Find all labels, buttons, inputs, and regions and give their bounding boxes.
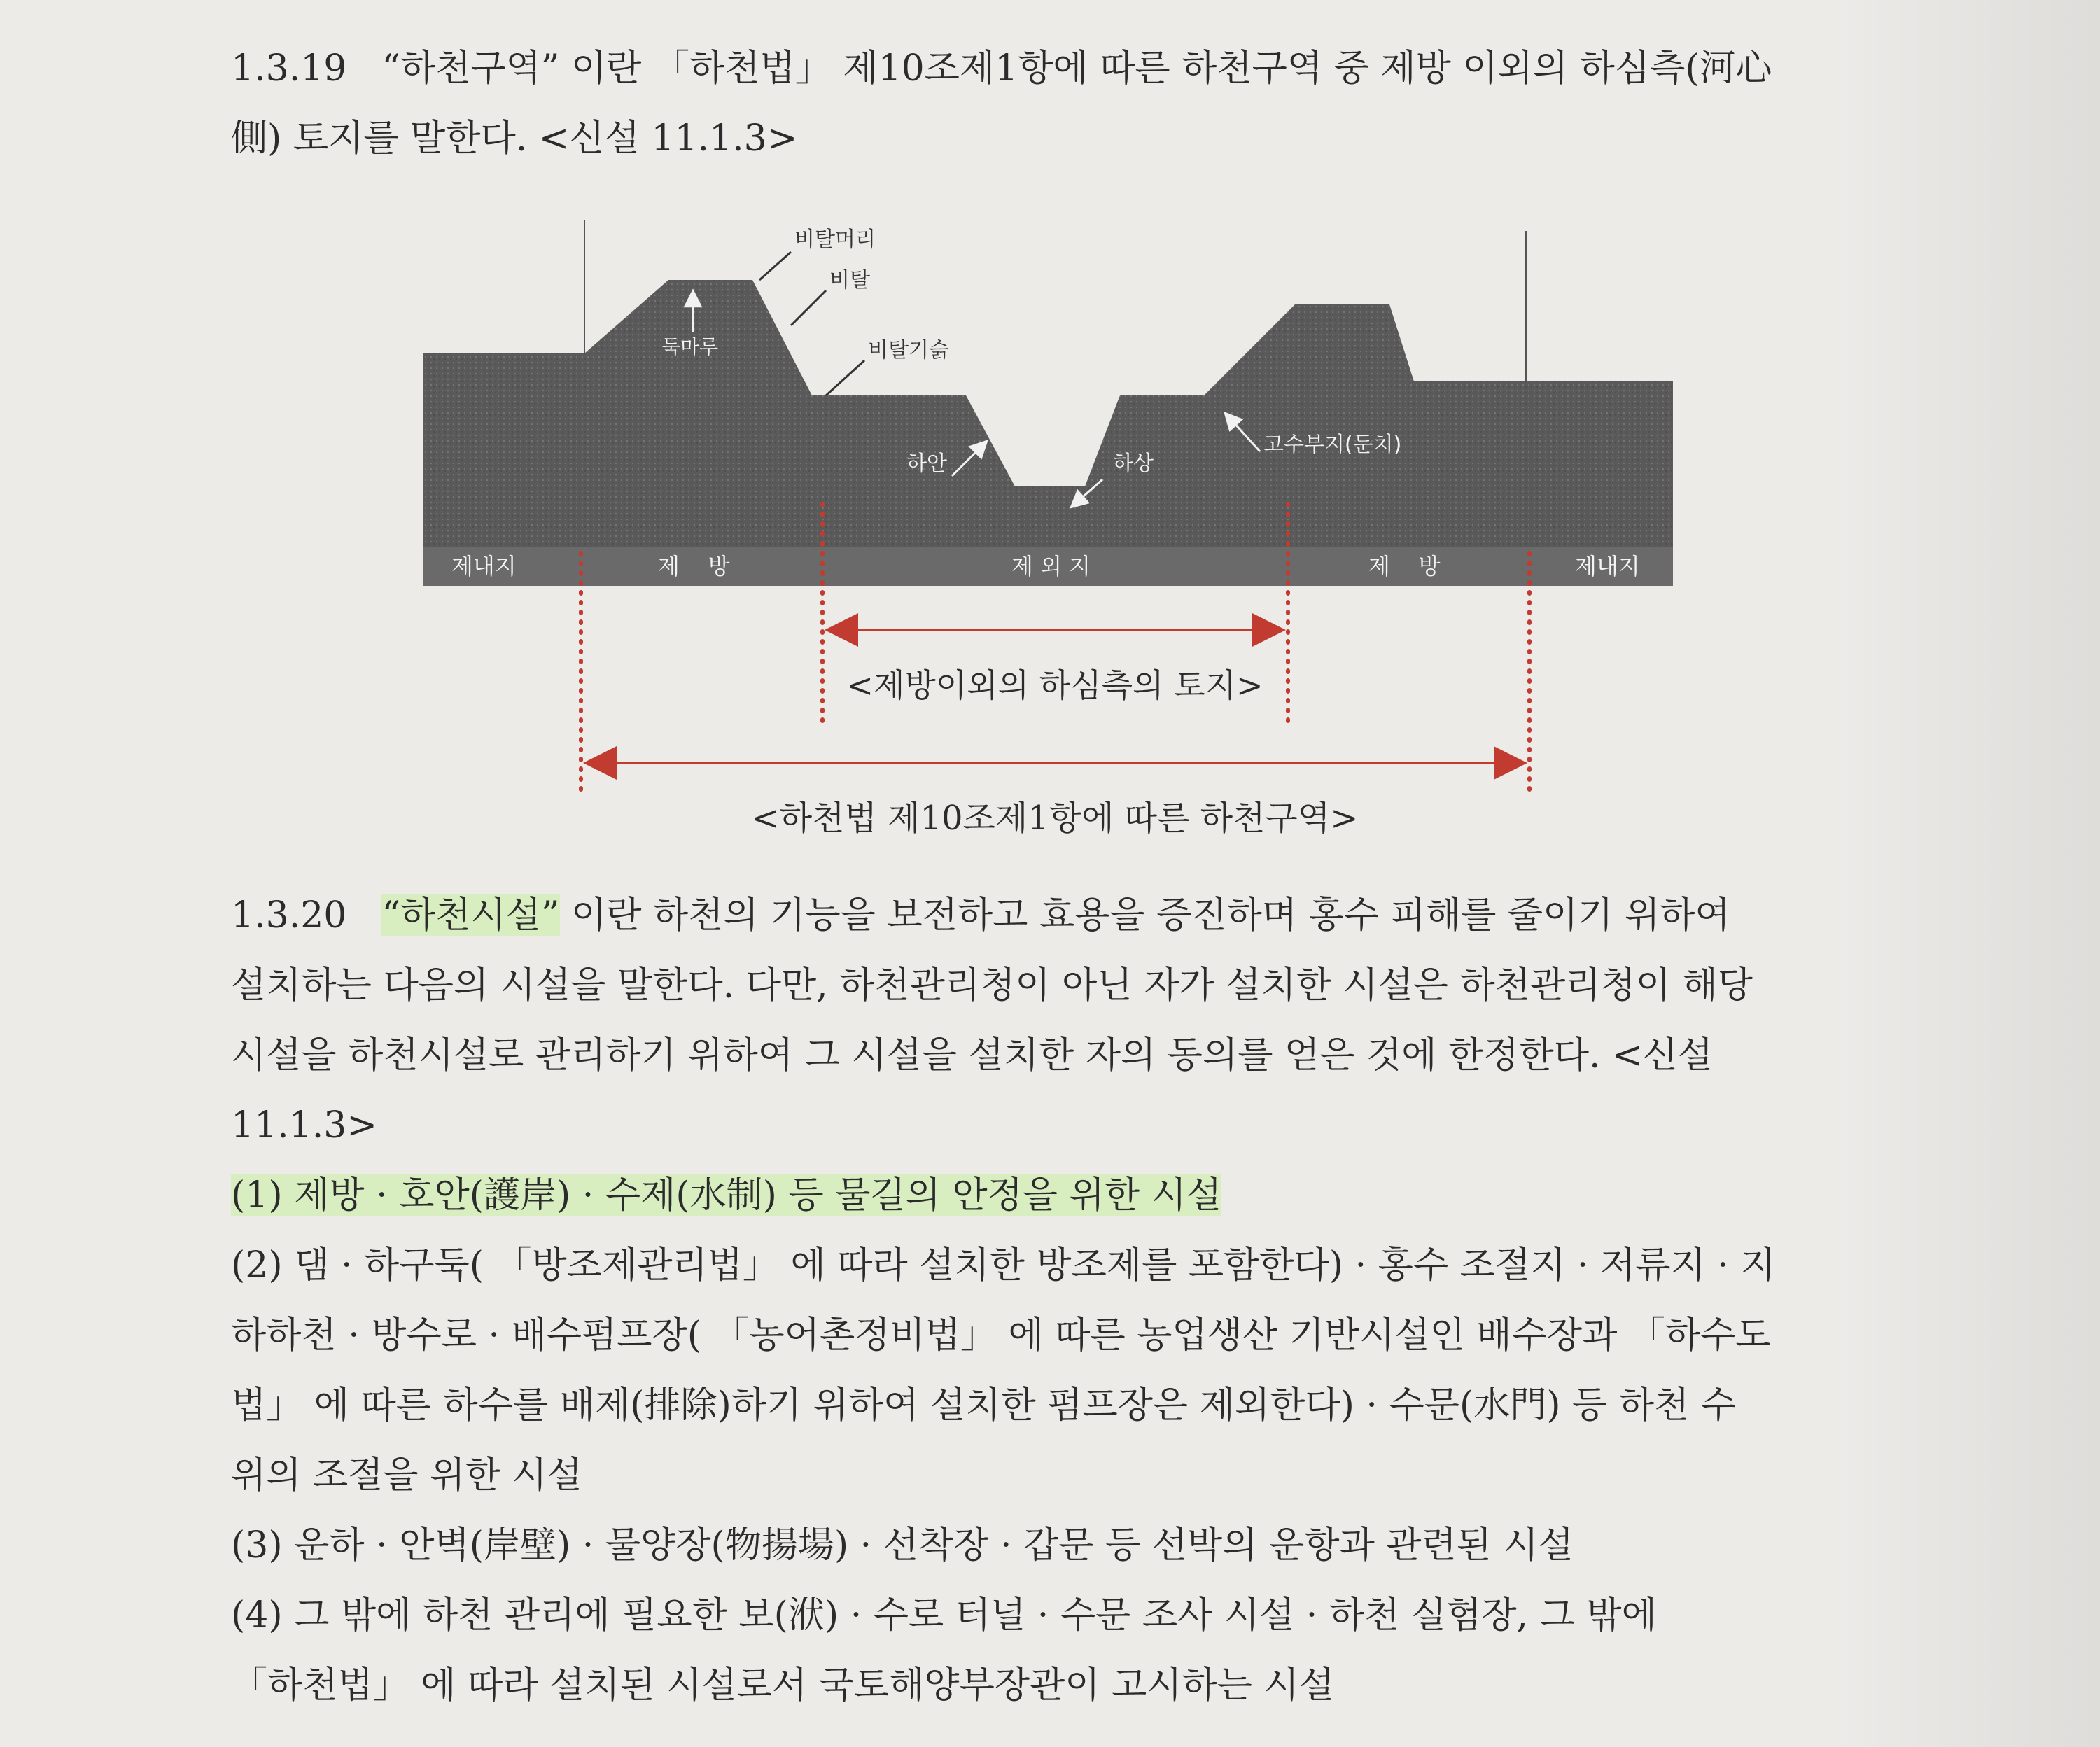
section-number: 1.3.20	[231, 894, 347, 936]
section-1-3-20-line-4: 11.1.3>	[231, 1104, 377, 1146]
definition-text: 이란 하천의 기능을 보전하고 효용을 증진하며 홍수 피해를 줄이기 위하여	[559, 894, 1730, 936]
caption-inner-zone: <제방이외의 하심측의 토지>	[846, 666, 1264, 704]
list-item-1-text: (1) 제방 · 호안(護岸) · 수제(水制) 등 물길의 안정을 위한 시설	[231, 1174, 1222, 1216]
zone-riverside: 제 외 지	[1011, 553, 1091, 580]
label-slope-foot: 비탈기슭	[868, 338, 949, 363]
label-riverbed: 하상	[1113, 451, 1154, 476]
section-1-3-19	[231, 34, 1862, 174]
list-item-2-line-2: 하하천 · 방수로 · 배수펌프장( 「농어촌정비법」 에 따른 농업생산 기반시설인 배수장과 「하수도	[231, 1314, 1771, 1356]
caption-outer-zone: <하천법 제10조제1항에 따른 하천구역>	[751, 799, 1359, 838]
section-1-3-19-line-1	[231, 34, 1862, 104]
zone-levee-right: 제 방	[1368, 553, 1441, 580]
definition-text: “하천구역” 이란 「하천법」 제10조제1항에 따른 하천구역 중 제방 이외의 하심측(河心	[382, 48, 1772, 90]
terrain-cross-section	[424, 280, 1673, 549]
label-slope-head: 비탈머리	[794, 227, 876, 252]
zone-levee-left: 제 방	[658, 553, 730, 580]
list-item-3: (3) 운하 · 안벽(岸壁) · 물양장(物揚場) · 선착장 · 갑문 등 선박의 운항과 관련된 시설	[231, 1524, 1574, 1566]
label-high-water-channel: 고수부지(둔치)	[1264, 433, 1402, 457]
label-levee-crown: 둑마루	[662, 335, 719, 358]
list-item-4-line-1: (4) 그 밖에 하천 관리에 필요한 보(洑) · 수로 터널 · 수문 조사 시설 · 하천 실험장, 그 밖에	[231, 1594, 1657, 1636]
list-item-2-line-1: (2) 댐 · 하구둑( 「방조제관리법」 에 따라 설치한 방조제를 포함한다) · 홍수 조절지 · 저류지 · 지	[231, 1244, 1776, 1286]
list-item-2-line-4: 위의 조절을 위한 시설	[231, 1454, 582, 1496]
slope-foot-pointer	[826, 360, 864, 395]
list-item-2-line-3: 법」 에 따른 하수를 배제(排除)하기 위하여 설치한 펌프장은 제외한다) · 수문(水門) 등 하천 수	[231, 1384, 1737, 1426]
section-1-3-20-line-3: 시설을 하천시설로 관리하기 위하여 그 시설을 설치한 자의 동의를 얻은 것에 한정한다. <신설	[231, 1034, 1714, 1076]
list-item-4-line-2: 「하천법」 에 따라 설치된 시설로서 국토해양부장관이 고시하는 시설	[231, 1664, 1334, 1706]
slope-head-pointer	[760, 252, 791, 280]
river-zone-diagram	[413, 210, 1743, 882]
list-item-1	[231, 1160, 1862, 1230]
zone-inland-right: 제내지	[1575, 553, 1640, 580]
page-edge-shadow	[1834, 0, 2100, 1747]
label-slope: 비탈	[830, 268, 870, 293]
section-number: 1.3.19	[231, 48, 347, 90]
section-1-3-20	[231, 880, 1862, 1720]
section-1-3-20-line-2: 설치하는 다음의 시설을 말한다. 다만, 하천관리청이 아닌 자가 설치한 시설은 하천관리청이 해당	[231, 964, 1753, 1006]
slope-pointer	[791, 290, 826, 325]
section-1-3-20-line-1	[231, 880, 1862, 950]
label-riverbank: 하안	[906, 451, 947, 476]
section-1-3-19-line-2: 側) 토지를 말한다. <신설 11.1.3>	[231, 118, 798, 160]
highlighted-term: “하천시설”	[382, 894, 560, 936]
zone-inland-left: 제내지	[451, 553, 517, 580]
